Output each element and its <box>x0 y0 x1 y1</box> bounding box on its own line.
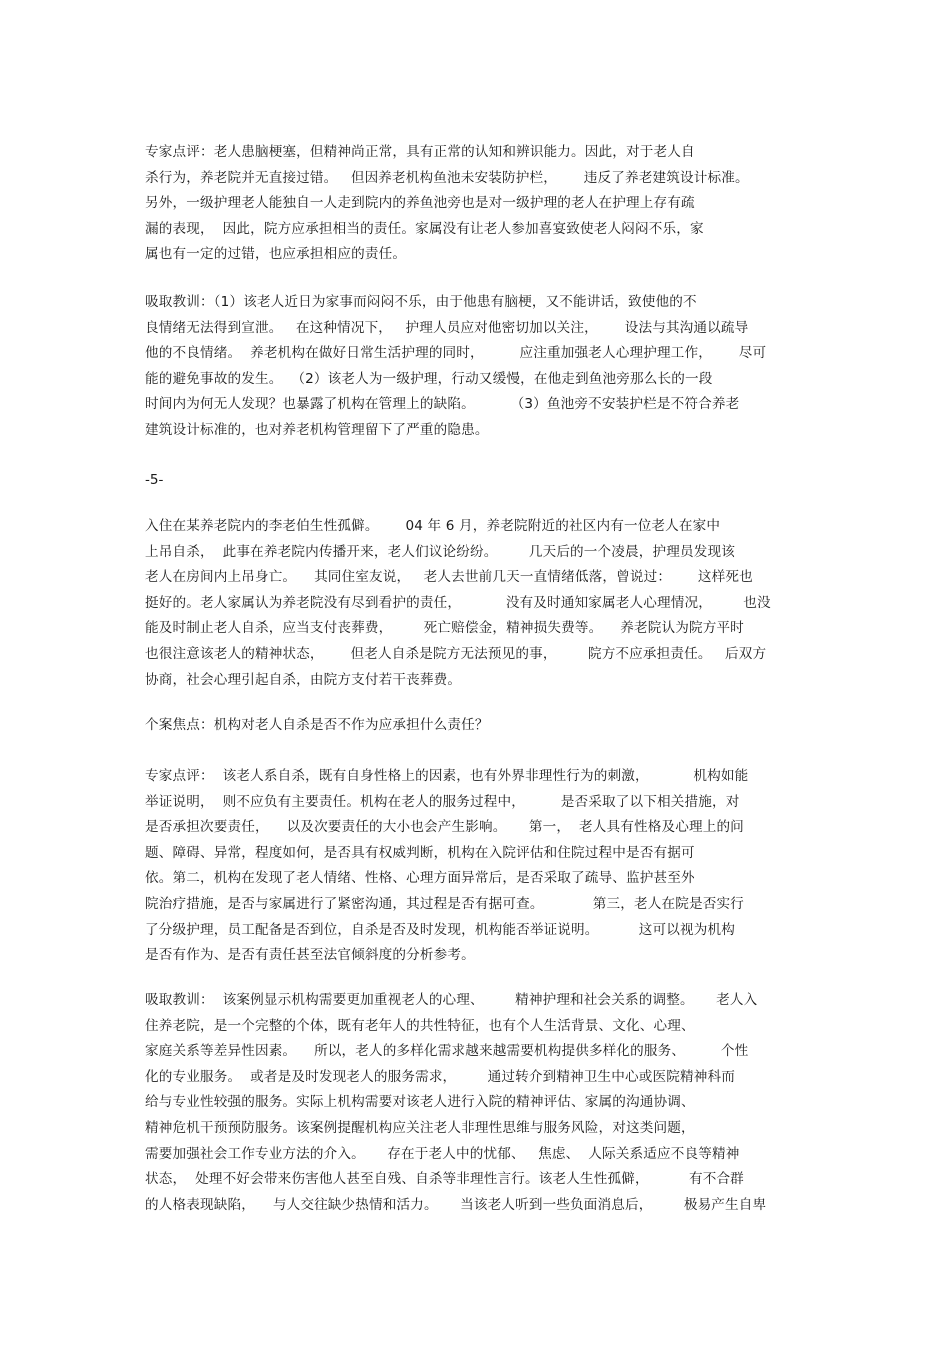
paragraph-lessons-1 <box>145 290 810 444</box>
paragraph-case-description <box>145 514 810 693</box>
text-line: 住养老院，是一个完整的个体，既有老年人的共性特征，也有个人生活背景、文化、心理、 <box>145 1017 695 1034</box>
text-line: 上吊自杀， 此事在养老院内传播开来，老人们议论纷纷。 几天后的一个凌晨，护理员发现该 <box>145 543 735 560</box>
text-line: 入住在某养老院内的李老伯生性孤僻。 04 年 6 月，养老院附近的社区内有一位老人在家中 <box>145 518 721 534</box>
text-line: 是否有作为、是否有责任甚至法官倾斜度的分析参考。 <box>145 947 475 964</box>
text-line: 吸取教训： 该案例显示机构需要更加重视老人的心理、 精神护理和社会关系的调整。 老人入 <box>145 992 758 1008</box>
text-line: 建筑设计标准的，也对养老机构管理留下了严重的隐患。 <box>145 421 489 438</box>
text-line: 个案焦点：机构对老人自杀是否不作为应承担什么责任？ <box>145 717 489 733</box>
text-line: 时间内为何无人发现？也暴露了机构在管理上的缺陷。 （3）鱼池旁不安装护栏是不符合养老 <box>145 396 740 413</box>
text-line: 漏的表现， 因此，院方应承担相当的责任。家属没有让老人参加喜宴致使老人闷闷不乐，家 <box>145 220 704 237</box>
text-line: 协商，社会心理引起自杀，由院方支付若干丧葬费。 <box>145 671 462 688</box>
text-line: 能及时制止老人自杀，应当支付丧葬费， 死亡赔偿金，精神损失费等。 养老院认为院方平时 <box>145 620 744 637</box>
text-line: 属也有一定的过错，也应承担相应的责任。 <box>145 246 407 263</box>
paragraph-case-focus <box>145 713 810 739</box>
text-line: 能的避免事故的发生。 （2）该老人为一级护理，行动又缓慢，在他走到鱼池旁那么长的一段 <box>145 370 713 387</box>
text-line: 需要加强社会工作专业方法的介入。 存在于老人中的忧郁、 焦虑、 人际关系适应不良等精神 <box>145 1145 740 1162</box>
paragraph-expert-comment-1 <box>145 140 810 268</box>
text-line: 精神危机干预预防服务。该案例提醒机构应关注老人非理性思维与服务风险，对这类问题， <box>145 1119 695 1136</box>
text-line: 吸取教训：（1）该老人近日为家事而闷闷不乐，由于他患有脑梗，又不能讲话，致使他的不 <box>145 294 697 310</box>
paragraph-expert-comment-2 <box>145 764 810 969</box>
page-number: -5- <box>145 472 164 488</box>
paragraph-lessons-2 <box>145 988 810 1218</box>
text-line: 专家点评：老人患脑梗塞，但精神尚正常，具有正常的认知和辨识能力。因此，对于老人自 <box>145 144 695 160</box>
text-line: 良情绪无法得到宣泄。 在这种情况下， 护理人员应对他密切加以关注， 设法与其沟通以疏导 <box>145 319 749 336</box>
text-line: 题、障碍、异常，程度如何，是否具有权威判断，机构在入院评估和住院过程中是否有据可 <box>145 844 695 861</box>
text-line: 专家点评： 该老人系自杀，既有自身性格上的因素，也有外界非理性行为的刺激， 机构如能 <box>145 768 749 784</box>
text-line: 也很注意该老人的精神状态， 但老人自杀是院方无法预见的事， 院方不应承担责任。 后双方 <box>145 645 767 662</box>
text-line: 挺好的。老人家属认为养老院没有尽到看护的责任， 没有及时通知家属老人心理情况， 也没 <box>145 594 771 611</box>
text-line: 状态， 处理不好会带来伤害他人甚至自残、自杀等非理性言行。该老人生性孤僻， 有不合群 <box>145 1171 744 1188</box>
text-line: 杀行为，养老院并无直接过错。 但因养老机构鱼池未安装防护栏， 违反了养老建筑设计标准。 <box>145 169 749 186</box>
text-line: 另外，一级护理老人能独自一人走到院内的养鱼池旁也是对一级护理的老人在护理上存有疏 <box>145 195 695 212</box>
text-line: 依。第二，机构在发现了老人情绪、性格、心理方面异常后，是否采取了疏导、监护甚至外 <box>145 870 695 887</box>
text-line: 给与专业性较强的服务。实际上机构需要对该老人进行入院的精神评估、家属的沟通协调、 <box>145 1094 695 1111</box>
text-line: 他的不良情绪。 养老机构在做好日常生活护理的同时， 应注重加强老人心理护理工作， 尽可 <box>145 345 767 362</box>
text-line: 院治疗措施，是否与家属进行了紧密沟通，其过程是否有据可查。 第三，老人在院是否实行 <box>145 895 744 912</box>
text-line: 的人格表现缺陷， 与人交往缺少热情和活力。 当该老人听到一些负面消息后， 极易产生自卑 <box>145 1196 767 1213</box>
text-line: 家庭关系等差异性因素。 所以，老人的多样化需求越来越需要机构提供多样化的服务、 个性 <box>145 1043 749 1060</box>
text-line: 化的专业服务。 或者是及时发现老人的服务需求， 通过转介到精神卫生中心或医院精神科而 <box>145 1068 735 1085</box>
text-line: 举证说明， 则不应负有主要责任。机构在老人的服务过程中， 是否采取了以下相关措施，对 <box>145 793 740 810</box>
text-line: 老人在房间内上吊身亡。 其同住室友说， 老人去世前几天一直情绪低落，曾说过： 这样死也 <box>145 569 753 586</box>
text-line: 是否承担次要责任， 以及次要责任的大小也会产生影响。 第一， 老人具有性格及心理上的问 <box>145 819 744 836</box>
text-line: 了分级护理，员工配备是否到位，自杀是否及时发现，机构能否举证说明。 这可以视为机构 <box>145 921 735 938</box>
